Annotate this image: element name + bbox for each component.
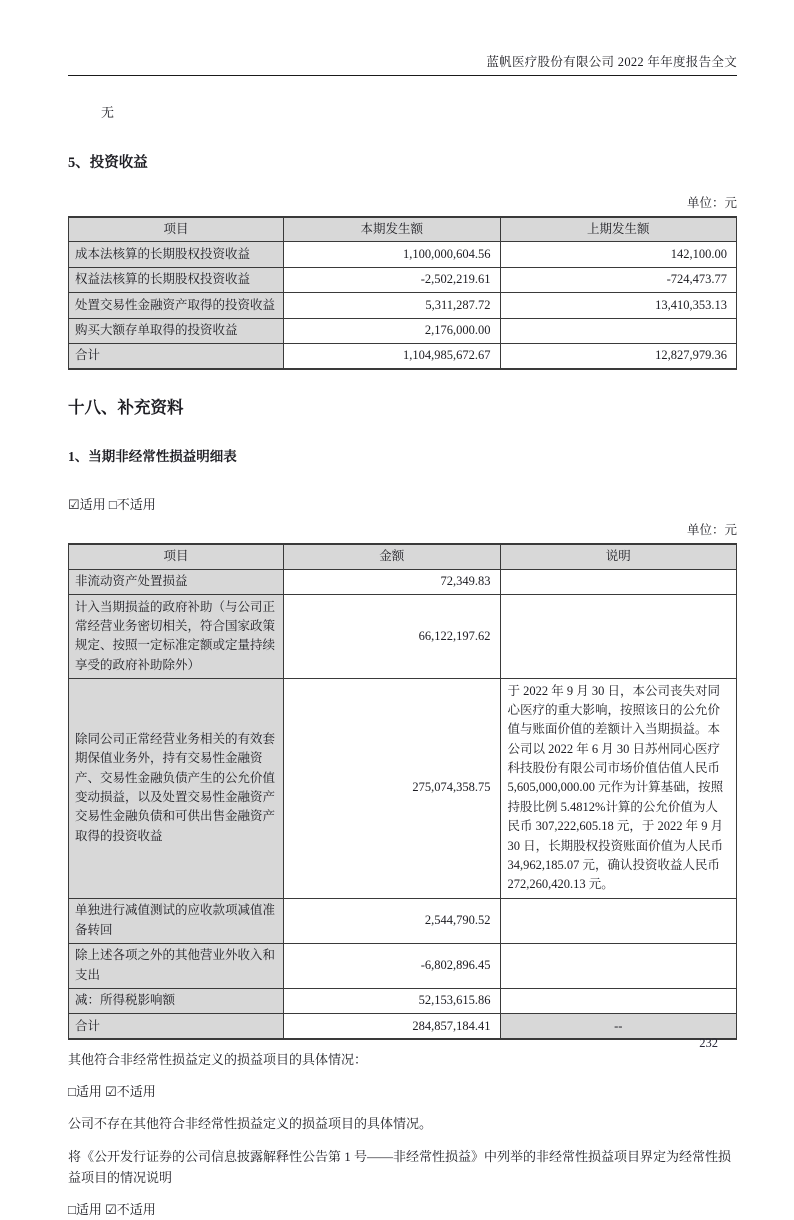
prior-amount-cell: 12,827,979.36 xyxy=(500,343,736,369)
table-row xyxy=(69,569,737,594)
applicability-checkboxes: □适用 ☑不适用 xyxy=(68,1201,156,1217)
section18-heading: 十八、补充资料 xyxy=(68,398,184,418)
note-no-other-items: 公司不存在其他符合非经常性损益定义的损益项目的具体情况。 xyxy=(68,1116,433,1132)
table-row xyxy=(69,595,737,679)
note-reclassification-statement: 将《公开发行证券的公司信息披露解释性公告第 1 号——非经常性损益》中列举的非经常性损益项目界定为经常性损益项目的情况说明 xyxy=(68,1148,732,1186)
col-header-item: 项目 xyxy=(69,217,284,242)
table-total-row xyxy=(69,1014,737,1040)
note-cell xyxy=(500,898,736,943)
col-header-note: 说明 xyxy=(500,544,736,569)
table-header-row xyxy=(69,217,737,242)
note-cell: 于 2022 年 9 月 30 日，本公司丧失对同心医疗的重大影响，按照该日的公允价值与账面价值的差额计入当期损益。本公司以 2022 年 6 月 30 日苏州同心医疗科技股份有限公司市场价值估值人民币 5,605,000,000.00 元作为计算基础，按照持股比例 5.4812%计算的公允价值为人民币 307,222,605.18 元，于 2022 年 9 月 30 日，长期股权投资账面价值为人民币 34,962,185.07 元，确认投资收益人民币 272,260,420.13 元。 xyxy=(500,678,736,898)
amount-cell: 284,857,184.41 xyxy=(284,1014,500,1040)
non-recurring-items-heading: 1、当期非经常性损益明细表 xyxy=(68,449,237,465)
note-other-items: 其他符合非经常性损益定义的损益项目的具体情况： xyxy=(68,1052,368,1068)
table-row xyxy=(69,242,737,267)
note-cell: -- xyxy=(500,1014,736,1040)
note-cell xyxy=(500,569,736,594)
current-amount-cell: 2,176,000.00 xyxy=(284,318,500,343)
note-cell xyxy=(500,943,736,988)
item-cell: 处置交易性金融资产取得的投资收益 xyxy=(69,293,284,318)
table-row xyxy=(69,898,737,943)
current-amount-cell: -2,502,219.61 xyxy=(284,267,500,292)
page-header-title: 蓝帆医疗股份有限公司 2022 年年度报告全文 xyxy=(68,0,737,76)
prior-amount-cell xyxy=(500,318,736,343)
table-row xyxy=(69,293,737,318)
table-row xyxy=(69,678,737,898)
item-cell: 单独进行减值测试的应收款项减值准备转回 xyxy=(69,898,284,943)
unit-label-investment-income: 单位：元 xyxy=(686,196,737,210)
item-cell: 计入当期损益的政府补助（与公司正常经营业务密切相关，符合国家政策规定、按照一定标准定额或定量持续享受的政府补助除外） xyxy=(69,595,284,679)
item-cell: 减：所得税影响额 xyxy=(69,988,284,1013)
note-cell xyxy=(500,595,736,679)
none-text: 无 xyxy=(101,105,115,120)
item-cell: 成本法核算的长期股权投资收益 xyxy=(69,242,284,267)
col-header-prior: 上期发生额 xyxy=(500,217,736,242)
prior-amount-cell: -724,473.77 xyxy=(500,267,736,292)
table-header-row xyxy=(69,544,737,569)
applicability-checkboxes: □适用 ☑不适用 xyxy=(68,1083,156,1099)
prior-amount-cell: 13,410,353.13 xyxy=(500,293,736,318)
current-amount-cell: 1,104,985,672.67 xyxy=(284,343,500,369)
item-cell: 合计 xyxy=(69,1014,284,1040)
table-row xyxy=(69,267,737,292)
item-cell: 除同公司正常经营业务相关的有效套期保值业务外，持有交易性金融资产、交易性金融负债产生的公允价值变动损益，以及处置交易性金融资产交易性金融负债和可供出售金融资产取得的投资收益 xyxy=(69,678,284,898)
table-row xyxy=(69,318,737,343)
col-header-item: 项目 xyxy=(69,544,284,569)
item-cell: 权益法核算的长期股权投资收益 xyxy=(69,267,284,292)
table-row xyxy=(69,988,737,1013)
amount-cell: 52,153,615.86 xyxy=(284,988,500,1013)
amount-cell: 275,074,358.75 xyxy=(284,678,500,898)
item-cell: 购买大额存单取得的投资收益 xyxy=(69,318,284,343)
section5-heading: 5、投资收益 xyxy=(68,155,148,171)
amount-cell: 72,349.83 xyxy=(284,569,500,594)
amount-cell: 2,544,790.52 xyxy=(284,898,500,943)
page-number: 232 xyxy=(699,1036,718,1050)
table-total-row xyxy=(69,343,737,369)
prior-amount-cell: 142,100.00 xyxy=(500,242,736,267)
item-cell: 除上述各项之外的其他营业外收入和支出 xyxy=(69,943,284,988)
amount-cell: -6,802,896.45 xyxy=(284,943,500,988)
item-cell: 合计 xyxy=(69,343,284,369)
item-cell: 非流动资产处置损益 xyxy=(69,569,284,594)
note-cell xyxy=(500,988,736,1013)
non-recurring-items-table xyxy=(68,543,737,1040)
col-header-current: 本期发生额 xyxy=(284,217,500,242)
investment-income-table xyxy=(68,216,737,370)
table-row xyxy=(69,943,737,988)
col-header-amount: 金额 xyxy=(284,544,500,569)
current-amount-cell: 1,100,000,604.56 xyxy=(284,242,500,267)
amount-cell: 66,122,197.62 xyxy=(284,595,500,679)
applicability-checkboxes: ☑适用 □不适用 xyxy=(68,497,156,513)
unit-label-non-recurring: 单位：元 xyxy=(686,523,737,538)
current-amount-cell: 5,311,287.72 xyxy=(284,293,500,318)
